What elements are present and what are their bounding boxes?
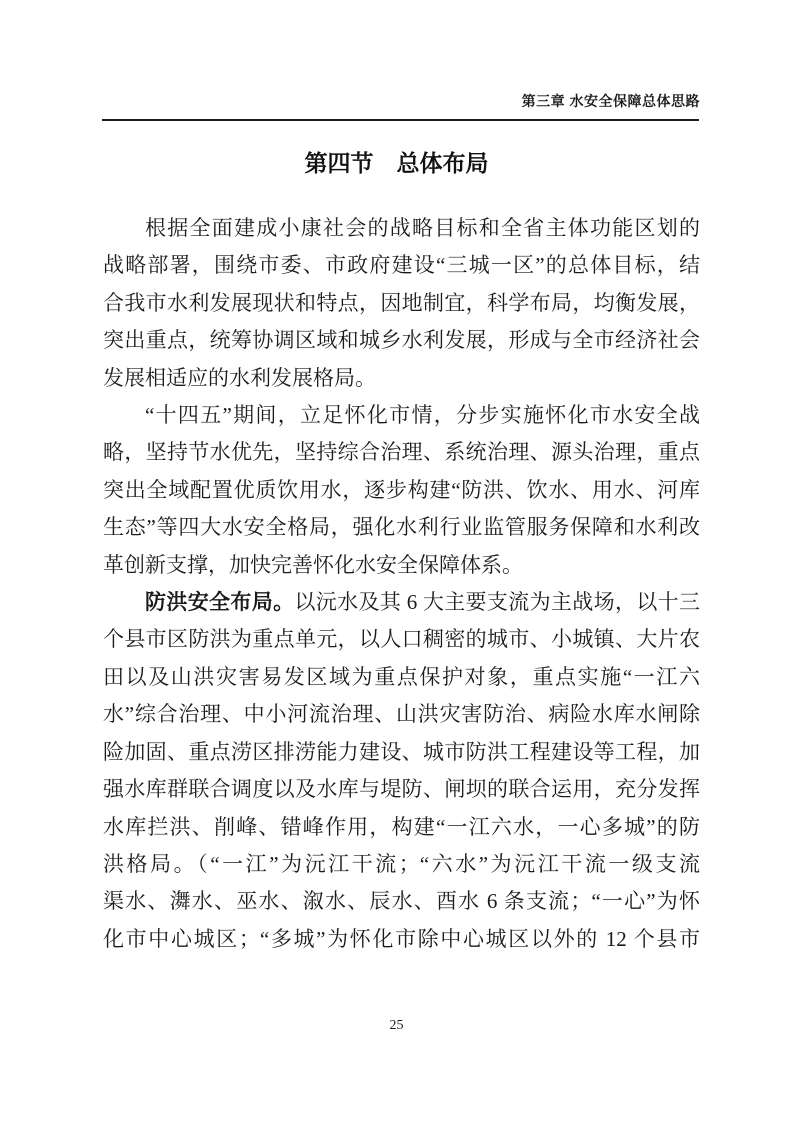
body-text (103, 210, 700, 958)
text-line: 化市中心城区；“多城”为怀化市除中心城区以外的 12 个县市 (103, 926, 700, 951)
text-line: 渠水、㵲水、巫水、溆水、辰水、酉水 6 条支流；“一心”为怀 (103, 889, 700, 914)
text-line: 洪格局。（“一江”为沅江干流；“六水”为沅江干流一级支流 (103, 851, 700, 876)
text-line: “十四五”期间，立足怀化市情，分步实施怀化市水安全战 (145, 403, 700, 428)
text-line: 个县市区防洪为重点单元，以人口稠密的城市、小城镇、大片农 (103, 627, 700, 652)
text-line: 强水库群联合调度以及水库与堤防、闸坝的联合运用，充分发挥 (103, 777, 700, 802)
text-line: 略，坚持节水优先，坚持综合治理、系统治理、源头治理，重点 (103, 440, 700, 465)
text-line: 水库拦洪、削峰、错峰作用，构建“一江六水，一心多城”的防 (103, 814, 700, 839)
text-line: 合我市水利发展现状和特点，因地制宜，科学布局，均衡发展， (103, 290, 700, 315)
section-title: 第四节 总体布局 (304, 151, 489, 176)
text-line: 险加固、重点涝区排涝能力建设、城市防洪工程建设等工程，加 (103, 739, 700, 764)
page-number: 25 (389, 1018, 404, 1033)
text-line: 发展相适应的水利发展格局。 (103, 365, 376, 390)
text-line: 突出重点，统筹协调区域和城乡水利发展，形成与全市经济社会 (103, 328, 700, 353)
paragraph (103, 397, 700, 584)
text-line: 根据全面建成小康社会的战略目标和全省主体功能区划的 (145, 216, 700, 240)
text-line: 防洪安全布局。以沅水及其 6 大主要支流为主战场，以十三 (145, 590, 701, 615)
paragraph (103, 210, 700, 397)
text-line: 突出全域配置优质饮用水，逐步构建“防洪、饮水、用水、河库 (103, 477, 700, 502)
paragraph (103, 584, 700, 958)
text-line: 革创新支撑，加快完善怀化水安全保障体系。 (103, 552, 523, 577)
text-line: 生态”等四大水安全格局，强化水利行业监管服务保障和水利改 (103, 515, 700, 540)
header-rule (102, 119, 699, 121)
running-header: 第三章 水安全保障总体思路 (521, 93, 700, 109)
text-line: 战略部署，围绕市委、市政府建设“三城一区”的总体目标，结 (103, 253, 700, 278)
text-line: 田以及山洪灾害易发区域为重点保护对象，重点实施“一江六 (103, 664, 700, 689)
text-line: 水”综合治理、中小河流治理、山洪灾害防治、病险水库水闸除 (103, 702, 700, 727)
bold-lead: 防洪安全布局。 (145, 590, 295, 615)
